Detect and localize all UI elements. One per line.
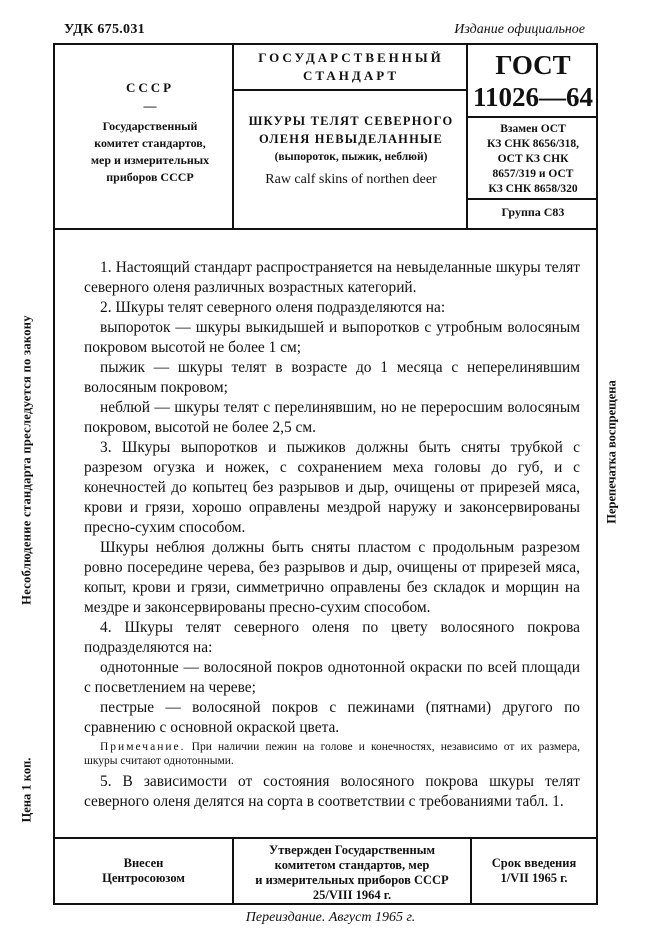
reprint-prohibited: Перепечатка воспрещена	[604, 380, 619, 524]
committee-name: Государственный комитет стандартов, мер и измерительных приборов СССР	[90, 119, 210, 184]
gost-rule	[466, 116, 598, 118]
clause-2-vyporotok: выпороток — шкуры выкидышей и выпоротков с утробным волосяным покровом высотой не более 1 см;	[84, 319, 580, 356]
introduced-by: Внесен Центросоюзом	[102, 856, 185, 885]
header-divider	[53, 228, 598, 230]
clause-3-neblyuy: Шкуры неблюя должны быть сняты пластом с продольным разрезом ровно посередине черева, без разрывов и дыр, очищены от прирезей мяса, копыт, крови и грязи, симметрично оправлены без складок и морщин на мездре и законсервированы пресно-сухим способом.	[84, 539, 580, 616]
ussr-dash: —	[143, 98, 157, 113]
standard-body	[84, 258, 580, 812]
clause-5: 5. В зависимости от состояния волосяного покрова шкуры телят северного оленя делятся на сорта в соответствии с требованиями табл. 1.	[84, 773, 580, 810]
law-notice: Несоблюдение стандарта преследуется по закону	[19, 315, 34, 605]
standard-title: ШКУРЫ ТЕЛЯТ СЕВЕРНОГО ОЛЕНЯ НЕВЫДЕЛАННЫЕ	[248, 114, 454, 146]
gost-number: 11026—64	[472, 82, 593, 112]
replaces-info: Взамен ОСТ КЗ СНК 8656/318, ОСТ КЗ СНК 8657/319 и ОСТ КЗ СНК 8658/320	[486, 123, 580, 195]
group-rule	[466, 198, 598, 200]
ussr-title: СССР	[125, 80, 175, 95]
english-title: Raw calf skins of northen deer	[265, 172, 437, 187]
group-code: Группа С83	[501, 205, 565, 219]
edition-label: Издание официальное	[454, 22, 585, 37]
footer-divider	[53, 837, 598, 839]
clause-4-piebald: пестрые — волосяной покров с пежинами (пятнами) другого по сравнению с основной окраской цвета.	[84, 699, 580, 736]
clause-2: 2. Шкуры телят северного оленя подразделяются на:	[100, 299, 446, 316]
center-header-rule	[232, 89, 468, 91]
clause-4-monotone: однотонные — волосяной покров однотонной окраски по всей площади с посветлением на череве;	[84, 659, 580, 696]
standard-subtitle: (выпороток, пыжик, неблюй)	[274, 151, 428, 163]
clause-2-pyzhik: пыжик — шкуры телят в возрасте до 1 месяца с неперелинявшим волосяным покровом;	[84, 359, 580, 396]
clause-3: 3. Шкуры выпоротков и пыжиков должны быть сняты трубкой с разрезом огузка и ножек, с сохранением меха головы до губ, и с конечностей до копытец без разрывов и дыр, очищены от прирезей мяса, крови и грязи, хорошо оправлены мездрой наружу и законсервированы пресно-сухим способом.	[84, 439, 580, 536]
approved-by: Утвержден Государственным комитетом стандартов, мер и измерительных приборов СССР 25/VIII 1964 г.	[255, 843, 449, 902]
standard-type: ГОСУДАРСТВЕННЫЙ СТАНДАРТ	[258, 50, 444, 83]
effective-date: Срок введения 1/VII 1965 г.	[491, 856, 577, 885]
reissue-note: Переиздание. Август 1965 г.	[245, 910, 416, 925]
header-col-divider-1	[232, 43, 234, 229]
udk-code: УДК 675.031	[64, 22, 145, 37]
clause-1: 1. Настоящий стандарт распространяется на невыделанные шкуры телят северного оленя различных возрастных категорий.	[84, 259, 580, 296]
price-label: Цена 1 коп.	[19, 757, 34, 823]
clause-4: 4. Шкуры телят северного оленя по цвету волосяного покрова подразделяются на:	[84, 619, 580, 656]
clause-4-note: Примечание. При наличии пежин на голове и конечностях, независимо от их размера, шкуры считают однотонными.	[84, 741, 580, 767]
gost-label: ГОСТ	[495, 50, 571, 80]
clause-2-neblyuy: неблюй — шкуры телят с перелинявшим, но не переросшим волосяным покровом, высотой не более 2,5 см.	[84, 399, 580, 436]
